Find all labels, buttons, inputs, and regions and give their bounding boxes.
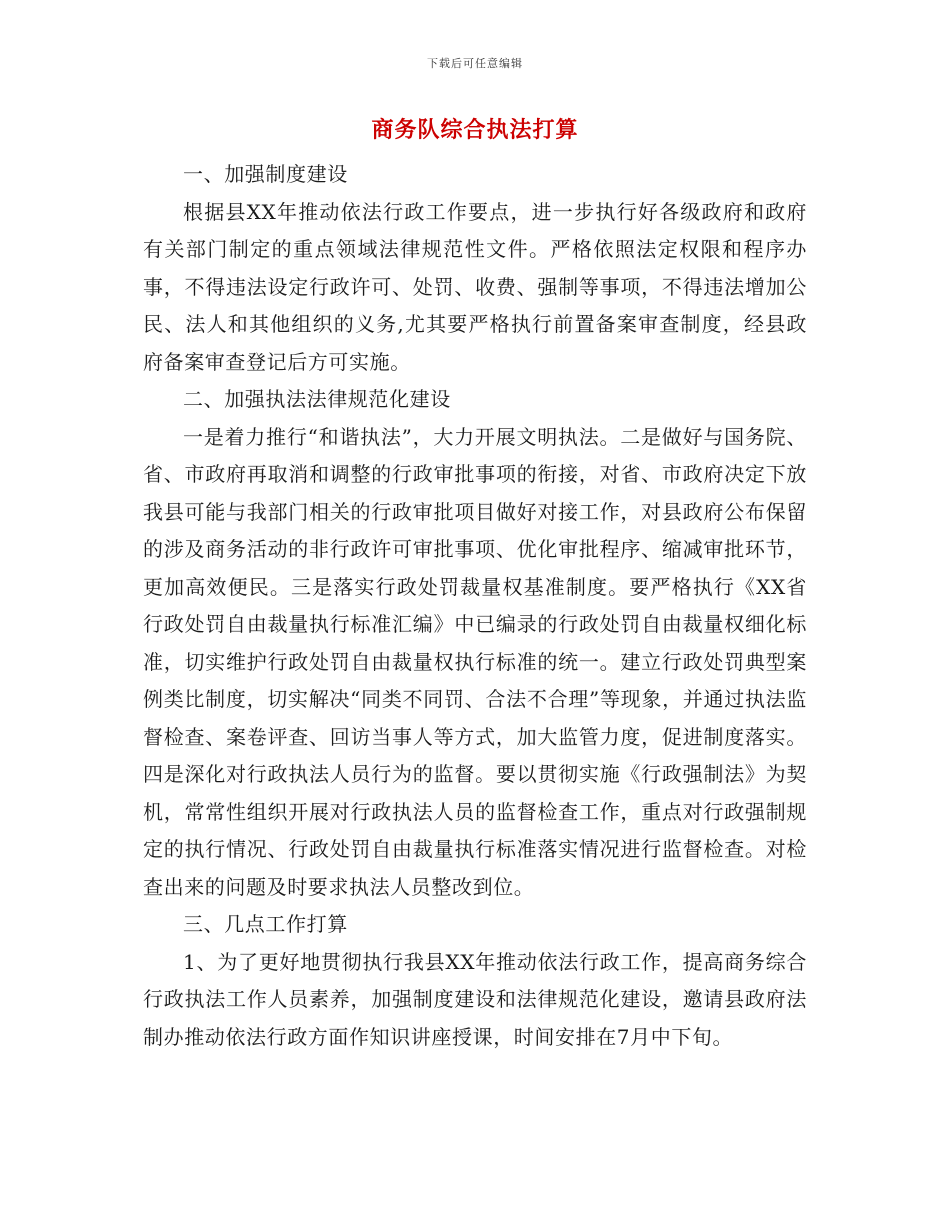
- section-heading-1: 一、加强制度建设: [183, 162, 348, 186]
- header-note: 下载后可任意编辑: [427, 57, 523, 70]
- section-heading-3: 三、几点工作打算: [183, 912, 348, 936]
- paragraph-3: 1、为了更好地贯彻执行我县XX年推动依法行政工作，提高商务综合行政执法工作人员素养，加强制度建设和法律规范化建设，邀请县政府法制办推动依法行政方面作知识讲座授课，时间安排在7月中下旬。: [143, 949, 807, 1049]
- document-title: 商务队综合执法打算: [371, 117, 579, 143]
- document-body: [143, 156, 807, 1056]
- paragraph-2: 一是着力推行“和谐执法”，大力开展文明执法。二是做好与国务院、省、市政府再取消和调整的行政审批事项的衔接，对省、市政府决定下放我县可能与我部门相关的行政审批项目做好对接工作，对县政府公布保留的涉及商务活动的非行政许可审批事项、优化审批程序、缩减审批环节，更加高效便民。三是落实行政处罚裁量权基准制度。要严格执行《XX省行政处罚自由裁量执行标准汇编》中已编录的行政处罚自由裁量权细化标准，切实维护行政处罚自由裁量权执行标准的统一。建立行政处罚典型案例类比制度，切实解决“同类不同罚、合法不合理”等现象，并通过执法监督检查、案卷评查、回访当事人等方式，加大监管力度，促进制度落实。四是深化对行政执法人员行为的监督。要以贯彻实施《行政强制法》为契机，常常性组织开展对行政执法人员的监督检查工作，重点对行政强制规定的执行情况、行政处罚自由裁量执行标准落实情况进行监督检查。对检查出来的问题及时要求执法人员整改到位。: [143, 424, 807, 899]
- paragraph-1: 根据县XX年推动依法行政工作要点，进一步执行好各级政府和政府有关部门制定的重点领域法律规范性文件。严格依照法定权限和程序办事，不得违法设定行政许可、处罚、收费、强制等事项，不得违法增加公民、法人和其他组织的义务,尤其要严格执行前置备案审查制度，经县政府备案审查登记后方可实施。: [143, 199, 807, 374]
- section-heading-2: 二、加强执法法律规范化建设: [183, 387, 451, 411]
